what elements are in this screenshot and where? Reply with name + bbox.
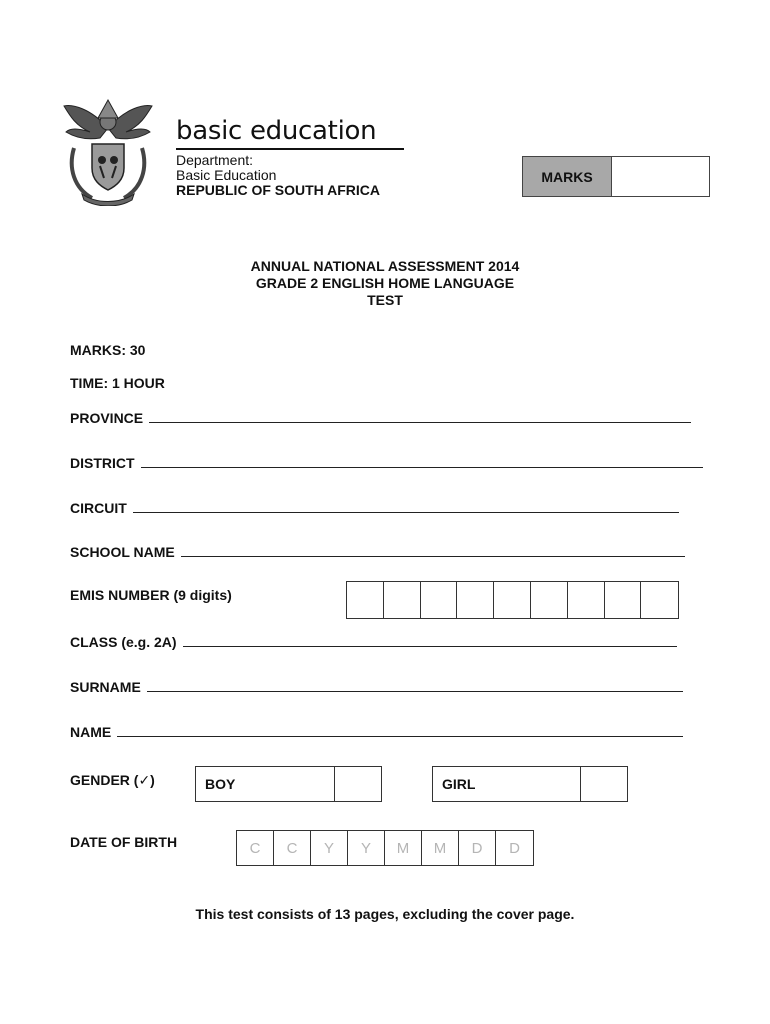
boy-checkbox[interactable] [335, 767, 381, 801]
class-input[interactable] [183, 632, 677, 647]
name-row [70, 722, 683, 740]
dob-cell[interactable]: C [237, 831, 274, 865]
class-row [70, 632, 677, 650]
circuit-input[interactable] [133, 498, 679, 513]
dob-cell[interactable]: M [422, 831, 459, 865]
dob-cell[interactable]: D [509, 839, 520, 857]
name-label: NAME [70, 724, 112, 740]
marks-info: MARKS: 30 [70, 342, 146, 358]
school-name-label: SCHOOL NAME [70, 544, 175, 560]
emis-label: EMIS NUMBER (9 digits) [70, 587, 232, 603]
gender-girl-option [432, 766, 628, 802]
emis-digit-cell[interactable] [605, 582, 642, 618]
title-line2: GRADE 2 ENGLISH HOME LANGUAGE [255, 275, 515, 291]
emis-digit-cell[interactable] [568, 582, 605, 618]
title-line1: ANNUAL NATIONAL ASSESSMENT 2014 [250, 258, 520, 274]
class-label: CLASS (e.g. 2A) [70, 634, 177, 650]
country-name: REPUBLIC OF SOUTH AFRICA [176, 182, 381, 198]
brand-name: basic education [176, 116, 377, 146]
province-row [70, 408, 691, 426]
surname-label: SURNAME [70, 679, 141, 695]
circuit-label: CIRCUIT [70, 500, 127, 516]
marks-box [522, 156, 710, 197]
girl-label: GIRL [433, 767, 581, 801]
district-row [70, 453, 703, 471]
brand-rule [176, 148, 404, 150]
emis-digit-cell[interactable] [641, 582, 678, 618]
school-name-input[interactable] [181, 542, 685, 557]
emis-digit-cell[interactable] [384, 582, 421, 618]
gender-label: GENDER (✓) [70, 772, 155, 788]
dob-cell[interactable]: M [385, 831, 422, 865]
school-name-row [70, 542, 685, 560]
department-line1: Department: [176, 152, 254, 168]
boy-label: BOY [196, 767, 335, 801]
gender-boy-option [195, 766, 382, 802]
name-input[interactable] [117, 722, 683, 737]
title-line3: TEST [367, 292, 403, 308]
coat-of-arms-icon [60, 98, 156, 206]
dob-cell[interactable]: Y [348, 831, 385, 865]
marks-box-value[interactable] [612, 157, 709, 196]
emis-digit-cell[interactable] [494, 582, 531, 618]
department-block [176, 153, 380, 198]
date-of-birth-grid [236, 830, 534, 866]
district-input[interactable] [141, 453, 703, 468]
test-title [0, 258, 770, 309]
surname-input[interactable] [147, 677, 683, 692]
emis-number-grid [346, 581, 679, 619]
surname-row [70, 677, 683, 695]
circuit-row [70, 498, 679, 516]
department-line2: Basic Education [176, 167, 277, 183]
emis-digit-cell[interactable] [457, 582, 494, 618]
province-input[interactable] [149, 408, 691, 423]
page-count-note: This test consists of 13 pages, excluding the cover page. [195, 906, 575, 922]
dob-cell[interactable]: D [459, 831, 496, 865]
district-label: DISTRICT [70, 455, 135, 471]
dob-cell[interactable]: C [274, 831, 311, 865]
dob-cell[interactable]: Y [311, 831, 348, 865]
emis-digit-cell[interactable] [531, 582, 568, 618]
emis-digit-cell[interactable] [347, 582, 384, 618]
time-info: TIME: 1 HOUR [70, 375, 165, 391]
dob-label: DATE OF BIRTH [70, 834, 178, 850]
marks-box-label: MARKS [523, 157, 612, 196]
girl-checkbox[interactable] [581, 767, 627, 801]
emis-digit-cell[interactable] [421, 582, 458, 618]
province-label: PROVINCE [70, 410, 144, 426]
